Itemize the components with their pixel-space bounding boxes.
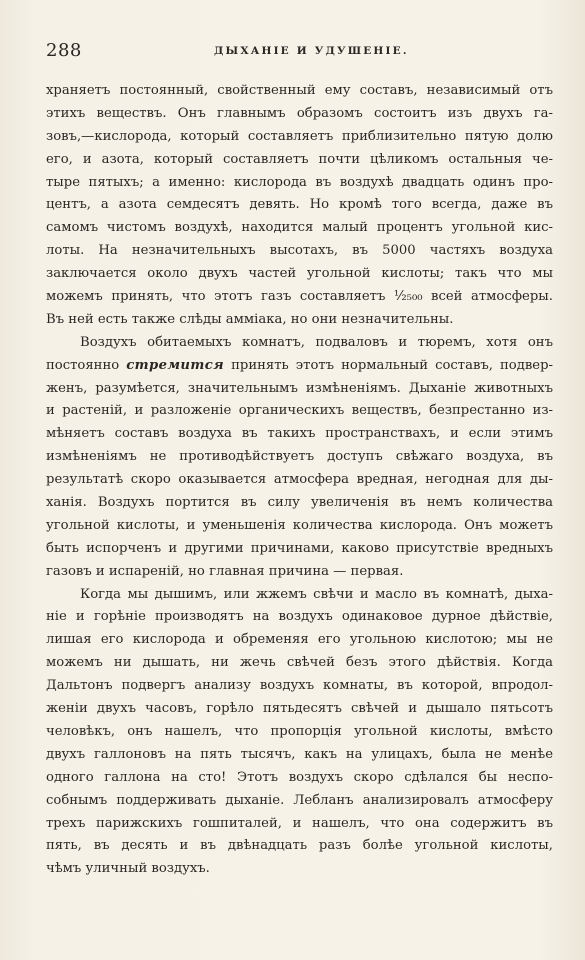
page-body (46, 80, 553, 881)
paragraph (46, 80, 553, 332)
page-header (46, 40, 553, 64)
page-number: 288 (46, 40, 82, 61)
text-line: Въ ней есть также слѣды аммiака, но они незначительны. (46, 311, 454, 327)
text-line: постоянно стремится принять этотъ нормальный составъ, подвер- (46, 357, 553, 373)
text-line: трехъ парижскихъ гошпиталей, и нашелъ, что она содержитъ въ (46, 815, 553, 831)
text-line: лишая его кислорода и обременяя его угольною кислотою; мы не (46, 632, 553, 648)
text-line: нiе и горѣнiе производятъ на воздухъ одинаковое дурное дѣйствiе, (46, 609, 553, 625)
text-line: и растенiй, и разложенiе органическихъ веществъ, безпрестанно из- (46, 403, 553, 419)
text-line: самомъ чистомъ воздухѣ, находится малый процентъ угольной кис- (46, 220, 553, 236)
text-line: заключается около двухъ частей угольной кислоты; такъ что мы (46, 266, 553, 282)
text-line: его, и азота, который составляетъ почти цѣликомъ остальныя че- (46, 151, 553, 167)
text-line: Воздухъ обитаемыхъ комнатъ, подваловъ и тюремъ, хотя онъ (80, 334, 553, 350)
text-line: женiи двухъ часовъ, горѣло пятьдесятъ свѣчей и дышало пятьсотъ (46, 701, 553, 717)
text-line: храняетъ постоянный, свойственный ему составъ, независимый отъ (46, 83, 553, 98)
text-line: можемъ принять, что этотъ газъ составляетъ ¹⁄₂₅₀₀ всей атмосферы. (46, 289, 553, 305)
text-line: измѣненiямъ не противодѣйствуетъ доступъ свѣжаго воздуха, въ (46, 449, 553, 465)
text-line: ханiя. Воздухъ портится въ силу увеличенiя въ немъ количества (46, 495, 553, 511)
emphasized-word: стремится (126, 357, 225, 373)
text-line: тыре пятыхъ; а именно: кислорода въ воздухѣ двадцать одинъ про- (46, 174, 553, 190)
paragraph (46, 584, 553, 882)
text-line: собнымъ поддерживать дыханiе. Лебланъ анализировалъ атмосферу (46, 792, 553, 808)
text-line: Когда мы дышимъ, или жжемъ свѣчи и масло въ комнатѣ, дыха- (80, 586, 553, 602)
text-line: пять, въ десять и въ двѣнадцать разъ болѣе угольной кислоты, (46, 838, 553, 854)
text-line: быть испорченъ и другими причинами, каково присутствiе вредныхъ (46, 540, 553, 556)
paragraph (46, 332, 553, 584)
text-line: этихъ веществъ. Онъ главнымъ образомъ состоитъ изъ двухъ га- (46, 105, 553, 121)
text-line: чѣмъ уличный воздухъ. (46, 861, 210, 877)
text-line: лоты. На незначительныхъ высотахъ, въ 5000 частяхъ воздуха (46, 243, 553, 259)
text-line: зовъ,—кислорода, который составляетъ приблизительно пятую долю (46, 128, 553, 144)
text-line: результатѣ скоро оказывается атмосфера вредная, негодная для ды- (46, 472, 553, 488)
text-line: женъ, разумѣется, значительнымъ измѣненiямъ. Дыханiе животныхъ (46, 380, 553, 396)
text-line: центъ, а азота семдесятъ девять. Но кромѣ того всегда, даже въ (46, 197, 553, 213)
text-line: мѣняетъ составъ воздуха въ такихъ пространствахъ, и если этимъ (46, 426, 553, 442)
running-head: ДЫХАНІЕ И УДУШЕНІЕ. (214, 45, 409, 57)
text-line: можемъ ни дышать, ни жечь свѣчей безъ этого дѣйствiя. Когда (46, 655, 553, 671)
text-line: Дальтонъ подвергъ анализу воздухъ комнаты, въ которой, впродол- (46, 678, 553, 694)
text-line: двухъ галлоновъ на пять тысячъ, какъ на улицахъ, была не менѣе (46, 746, 553, 762)
text-line: газовъ и испаренiй, но главная причина — первая. (46, 563, 404, 579)
text-line: одного галлона на сто! Этотъ воздухъ скоро сдѣлался бы неспо- (46, 769, 553, 785)
text-line: человѣкъ, онъ нашелъ, что пропорцiя угольной кислоты, вмѣсто (46, 723, 553, 739)
text-line: угольной кислоты, и уменьшенiя количества кислорода. Онъ можетъ (46, 517, 553, 533)
